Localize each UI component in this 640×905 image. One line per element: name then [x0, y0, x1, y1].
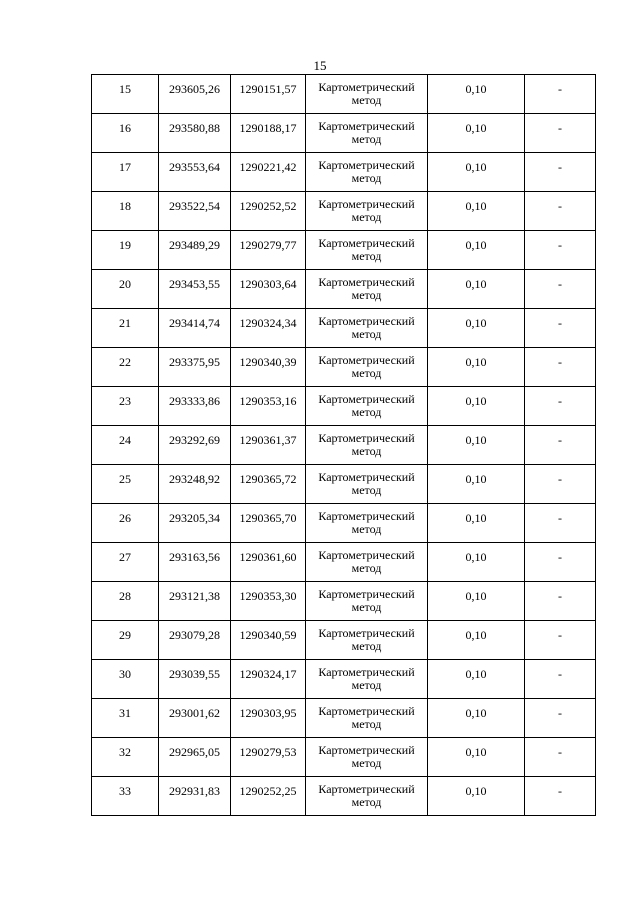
table-row [92, 504, 596, 543]
x-coordinate-cell: 293605,26 [159, 75, 231, 114]
description-cell: - [525, 660, 596, 699]
accuracy-cell: 0,10 [428, 309, 525, 348]
method-line-2: метод [351, 210, 382, 224]
point-number-cell: 22 [92, 348, 159, 387]
x-coordinate-cell: 293163,56 [159, 543, 231, 582]
description-cell: - [525, 621, 596, 660]
method-line-2: метод [351, 444, 382, 458]
y-coordinate-cell: 1290303,64 [231, 270, 306, 309]
method-cell [306, 231, 428, 270]
method-cell [306, 465, 428, 504]
table-row [92, 699, 596, 738]
accuracy-cell: 0,10 [428, 660, 525, 699]
method-cell [306, 621, 428, 660]
y-coordinate-cell: 1290279,77 [231, 231, 306, 270]
point-number-cell: 21 [92, 309, 159, 348]
description-cell: - [525, 153, 596, 192]
x-coordinate-cell: 293489,29 [159, 231, 231, 270]
accuracy-cell: 0,10 [428, 192, 525, 231]
method-cell [306, 309, 428, 348]
accuracy-cell: 0,10 [428, 114, 525, 153]
accuracy-cell: 0,10 [428, 777, 525, 816]
y-coordinate-cell: 1290252,25 [231, 777, 306, 816]
description-cell: - [525, 192, 596, 231]
description-cell: - [525, 699, 596, 738]
method-line-2: метод [351, 249, 382, 263]
x-coordinate-cell: 293453,55 [159, 270, 231, 309]
description-cell: - [525, 75, 596, 114]
table-row [92, 738, 596, 777]
method-line-1: Картометрический [318, 80, 415, 94]
description-cell: - [525, 543, 596, 582]
method-line-1: Картометрический [318, 392, 415, 406]
method-cell [306, 660, 428, 699]
accuracy-cell: 0,10 [428, 543, 525, 582]
x-coordinate-cell: 293522,54 [159, 192, 231, 231]
method-line-1: Картометрический [318, 548, 415, 562]
x-coordinate-cell: 293333,86 [159, 387, 231, 426]
table-row [92, 75, 596, 114]
accuracy-cell: 0,10 [428, 426, 525, 465]
method-line-1: Картометрический [318, 743, 415, 757]
table-row [92, 660, 596, 699]
y-coordinate-cell: 1290252,52 [231, 192, 306, 231]
point-number-cell: 16 [92, 114, 159, 153]
point-number-cell: 26 [92, 504, 159, 543]
x-coordinate-cell: 293553,64 [159, 153, 231, 192]
accuracy-cell: 0,10 [428, 387, 525, 426]
method-line-1: Картометрический [318, 665, 415, 679]
accuracy-cell: 0,10 [428, 75, 525, 114]
y-coordinate-cell: 1290353,30 [231, 582, 306, 621]
description-cell: - [525, 231, 596, 270]
description-cell: - [525, 504, 596, 543]
table-row [92, 582, 596, 621]
point-number-cell: 25 [92, 465, 159, 504]
method-cell [306, 192, 428, 231]
y-coordinate-cell: 1290151,57 [231, 75, 306, 114]
method-line-1: Картометрический [318, 626, 415, 640]
method-line-1: Картометрический [318, 236, 415, 250]
method-line-2: метод [351, 756, 382, 770]
description-cell: - [525, 114, 596, 153]
accuracy-cell: 0,10 [428, 231, 525, 270]
method-line-2: метод [351, 717, 382, 731]
table-row [92, 309, 596, 348]
y-coordinate-cell: 1290361,37 [231, 426, 306, 465]
method-cell [306, 738, 428, 777]
method-cell [306, 75, 428, 114]
point-number-cell: 23 [92, 387, 159, 426]
description-cell: - [525, 270, 596, 309]
method-line-2: метод [351, 561, 382, 575]
point-number-cell: 20 [92, 270, 159, 309]
method-line-1: Картометрический [318, 587, 415, 601]
x-coordinate-cell: 293121,38 [159, 582, 231, 621]
description-cell: - [525, 387, 596, 426]
table-row [92, 426, 596, 465]
x-coordinate-cell: 293039,55 [159, 660, 231, 699]
y-coordinate-cell: 1290324,34 [231, 309, 306, 348]
method-line-2: метод [351, 600, 382, 614]
method-line-2: метод [351, 639, 382, 653]
point-number-cell: 29 [92, 621, 159, 660]
y-coordinate-cell: 1290324,17 [231, 660, 306, 699]
point-number-cell: 32 [92, 738, 159, 777]
method-cell [306, 777, 428, 816]
x-coordinate-cell: 293079,28 [159, 621, 231, 660]
method-line-1: Картометрический [318, 119, 415, 133]
accuracy-cell: 0,10 [428, 504, 525, 543]
page-number: 15 [313, 58, 327, 73]
y-coordinate-cell: 1290188,17 [231, 114, 306, 153]
x-coordinate-cell: 293580,88 [159, 114, 231, 153]
description-cell: - [525, 738, 596, 777]
method-line-1: Картометрический [318, 353, 415, 367]
accuracy-cell: 0,10 [428, 738, 525, 777]
table-row [92, 387, 596, 426]
coordinates-table-body [92, 75, 596, 816]
method-line-2: метод [351, 366, 382, 380]
point-number-cell: 24 [92, 426, 159, 465]
table-row [92, 777, 596, 816]
method-line-1: Картометрический [318, 509, 415, 523]
method-line-2: метод [351, 678, 382, 692]
y-coordinate-cell: 1290340,59 [231, 621, 306, 660]
x-coordinate-cell: 293375,95 [159, 348, 231, 387]
x-coordinate-cell: 292931,83 [159, 777, 231, 816]
y-coordinate-cell: 1290221,42 [231, 153, 306, 192]
x-coordinate-cell: 293001,62 [159, 699, 231, 738]
method-cell [306, 270, 428, 309]
y-coordinate-cell: 1290361,60 [231, 543, 306, 582]
method-line-1: Картометрический [318, 275, 415, 289]
method-line-1: Картометрический [318, 431, 415, 445]
point-number-cell: 33 [92, 777, 159, 816]
method-line-1: Картометрический [318, 314, 415, 328]
method-cell [306, 543, 428, 582]
method-line-1: Картометрический [318, 197, 415, 211]
method-line-2: метод [351, 288, 382, 302]
method-line-2: метод [351, 171, 382, 185]
point-number-cell: 15 [92, 75, 159, 114]
accuracy-cell: 0,10 [428, 270, 525, 309]
description-cell: - [525, 777, 596, 816]
description-cell: - [525, 348, 596, 387]
table-row [92, 270, 596, 309]
method-line-2: метод [351, 522, 382, 536]
method-line-1: Картометрический [318, 158, 415, 172]
method-cell [306, 699, 428, 738]
point-number-cell: 19 [92, 231, 159, 270]
table-row [92, 192, 596, 231]
method-cell [306, 348, 428, 387]
point-number-cell: 31 [92, 699, 159, 738]
table-row [92, 114, 596, 153]
method-line-2: метод [351, 483, 382, 497]
table-row [92, 465, 596, 504]
method-line-2: метод [351, 93, 382, 107]
point-number-cell: 18 [92, 192, 159, 231]
x-coordinate-cell: 293414,74 [159, 309, 231, 348]
method-line-1: Картометрический [318, 704, 415, 718]
method-cell [306, 153, 428, 192]
y-coordinate-cell: 1290353,16 [231, 387, 306, 426]
accuracy-cell: 0,10 [428, 153, 525, 192]
accuracy-cell: 0,10 [428, 465, 525, 504]
method-cell [306, 114, 428, 153]
method-cell [306, 426, 428, 465]
method-line-2: метод [351, 327, 382, 341]
table-row [92, 348, 596, 387]
x-coordinate-cell: 293248,92 [159, 465, 231, 504]
point-number-cell: 30 [92, 660, 159, 699]
description-cell: - [525, 309, 596, 348]
x-coordinate-cell: 293292,69 [159, 426, 231, 465]
coordinates-table [91, 74, 596, 816]
table-row [92, 153, 596, 192]
point-number-cell: 17 [92, 153, 159, 192]
method-line-2: метод [351, 405, 382, 419]
accuracy-cell: 0,10 [428, 621, 525, 660]
accuracy-cell: 0,10 [428, 348, 525, 387]
method-line-1: Картометрический [318, 782, 415, 796]
y-coordinate-cell: 1290365,70 [231, 504, 306, 543]
method-cell [306, 387, 428, 426]
y-coordinate-cell: 1290365,72 [231, 465, 306, 504]
method-cell [306, 504, 428, 543]
method-cell [306, 582, 428, 621]
y-coordinate-cell: 1290303,95 [231, 699, 306, 738]
y-coordinate-cell: 1290340,39 [231, 348, 306, 387]
x-coordinate-cell: 292965,05 [159, 738, 231, 777]
table-row [92, 621, 596, 660]
y-coordinate-cell: 1290279,53 [231, 738, 306, 777]
method-line-2: метод [351, 132, 382, 146]
point-number-cell: 27 [92, 543, 159, 582]
description-cell: - [525, 465, 596, 504]
method-line-2: метод [351, 795, 382, 809]
method-line-1: Картометрический [318, 470, 415, 484]
accuracy-cell: 0,10 [428, 582, 525, 621]
table-row [92, 231, 596, 270]
point-number-cell: 28 [92, 582, 159, 621]
table-row [92, 543, 596, 582]
accuracy-cell: 0,10 [428, 699, 525, 738]
description-cell: - [525, 426, 596, 465]
description-cell: - [525, 582, 596, 621]
x-coordinate-cell: 293205,34 [159, 504, 231, 543]
